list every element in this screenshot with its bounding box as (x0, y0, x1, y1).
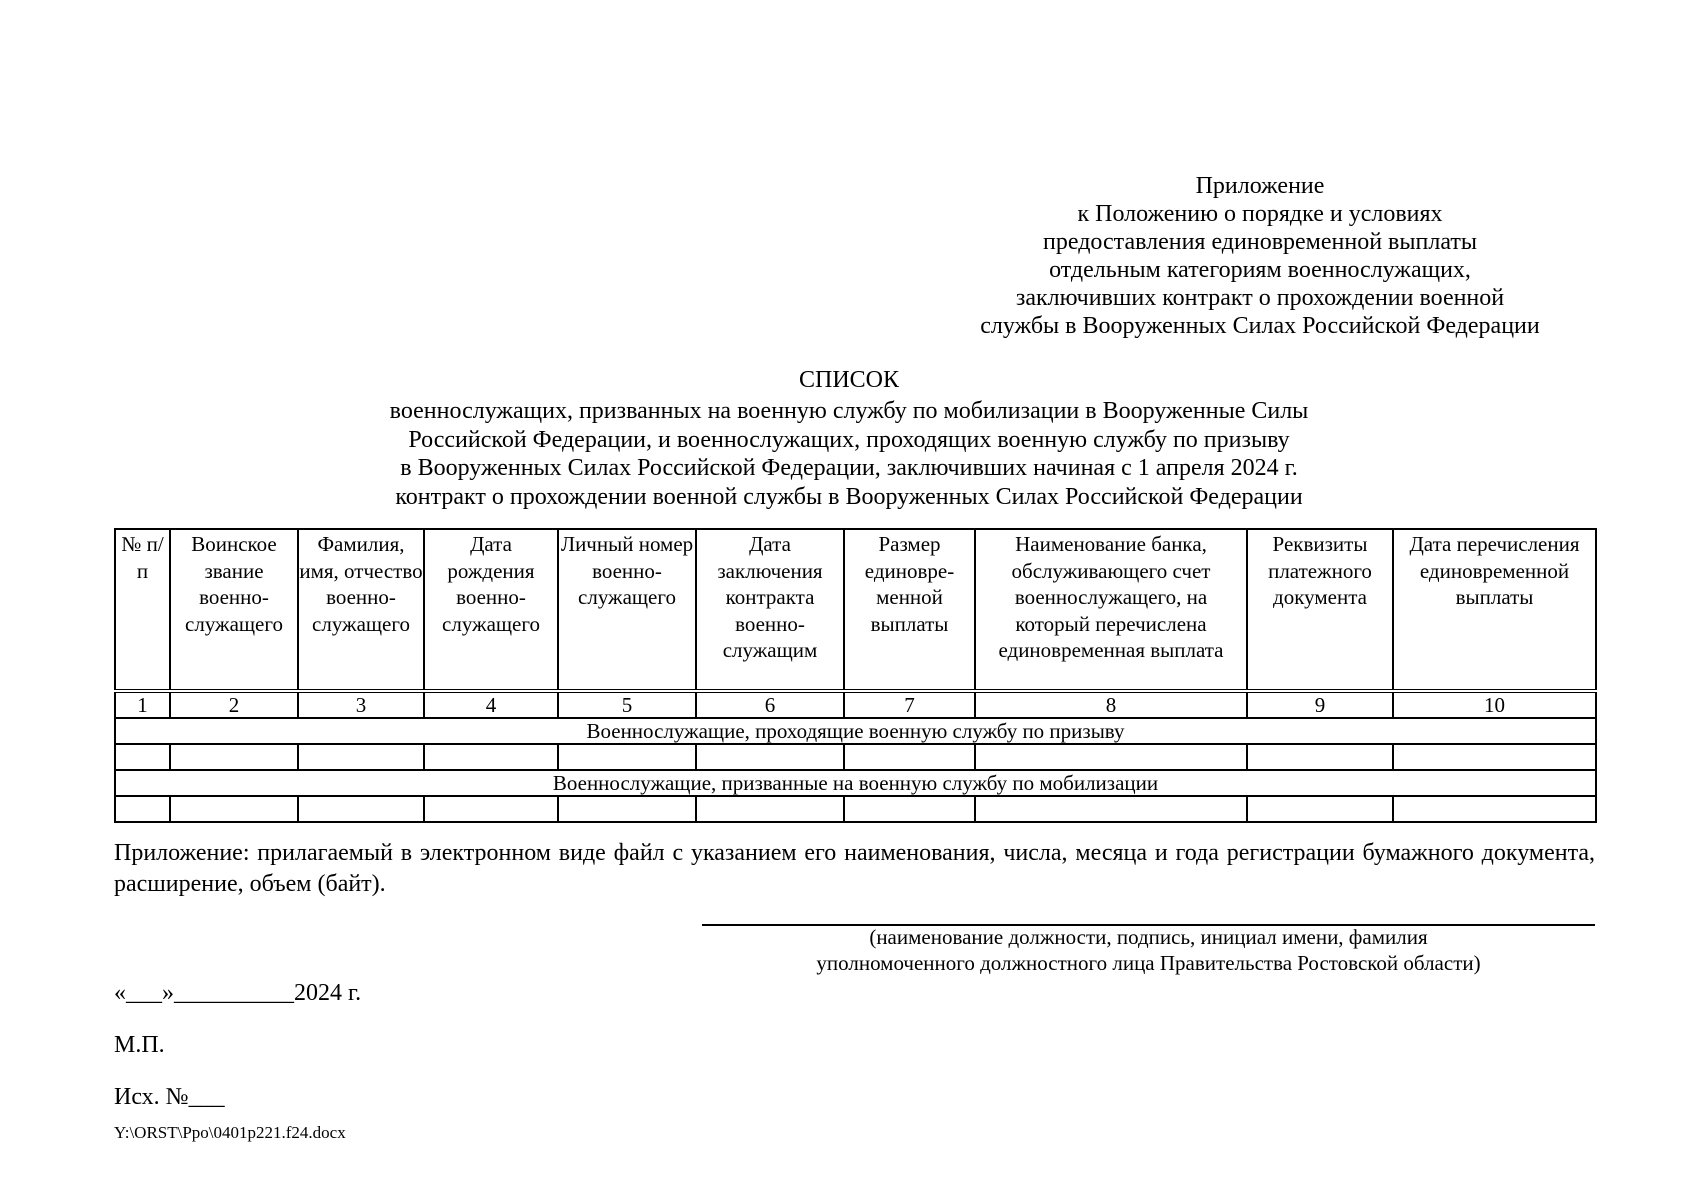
empty-cell[interactable] (844, 796, 975, 822)
empty-cell[interactable] (558, 744, 696, 770)
column-header: Дата рождения военно-служащего (424, 529, 558, 691)
attachment-note: Приложение: прилагаемый в электронном виде файл с указанием его наименования, числа, месяца и года регистрации бумажного документа, расширение, объем (байт). (114, 840, 1595, 897)
column-header: Фамилия, имя, отчество военно-служащего (298, 529, 424, 691)
column-number: 9 (1247, 691, 1393, 718)
empty-cell[interactable] (115, 744, 170, 770)
appendix-header-line: службы в Вооруженных Силах Российской Федерации (980, 313, 1540, 339)
signature-caption-line: уполномоченного должностного лица Правительства Ростовской области) (816, 951, 1481, 975)
column-number: 3 (298, 691, 424, 718)
date-line: «___»__________2024 г. (114, 980, 362, 1006)
section-row-conscripts (115, 718, 1596, 744)
empty-cell[interactable] (975, 744, 1247, 770)
stamp-placeholder: М.П. (114, 1032, 165, 1058)
subtitle-line: контракт о прохождении военной службы в Вооруженных Силах Российской Федерации (395, 483, 1303, 510)
section-heading: Военнослужащие, призванные на военную службу по мобилизации (115, 770, 1596, 796)
column-header: № п/п (115, 529, 170, 691)
column-header: Личный номер военно-служащего (558, 529, 696, 691)
empty-cell[interactable] (298, 744, 424, 770)
appendix-header-line: предоставления единовременной выплаты (1043, 229, 1477, 255)
empty-cell[interactable] (424, 796, 558, 822)
column-header: Наименование банка, обслуживающего счет военнослужащего, на который перечислена единовременная выплата (975, 529, 1247, 691)
empty-cell[interactable] (170, 796, 298, 822)
outgoing-number: Исх. №___ (114, 1084, 225, 1110)
column-number: 8 (975, 691, 1247, 718)
empty-cell[interactable] (1393, 744, 1596, 770)
section-row-mobilized (115, 770, 1596, 796)
empty-cell[interactable] (1247, 744, 1393, 770)
document-title: СПИСОК (798, 367, 900, 393)
empty-cell[interactable] (115, 796, 170, 822)
column-number: 6 (696, 691, 844, 718)
empty-cell[interactable] (844, 744, 975, 770)
subtitle-line: в Вооруженных Силах Российской Федерации, заключивших начиная с 1 апреля 2024 г. (400, 455, 1298, 481)
table-row (115, 796, 1596, 822)
empty-cell[interactable] (298, 796, 424, 822)
empty-cell[interactable] (558, 796, 696, 822)
column-number: 4 (424, 691, 558, 718)
empty-cell[interactable] (696, 744, 844, 770)
column-number: 2 (170, 691, 298, 718)
column-header: Размер единовре-менной выплаты (844, 529, 975, 691)
subtitle-line: военнослужащих, призванных на военную службу по мобилизации в Вооруженные Силы (389, 398, 1309, 424)
empty-cell[interactable] (424, 744, 558, 770)
empty-cell[interactable] (1393, 796, 1596, 822)
column-header: Дата перечисления единовременной выплаты (1393, 529, 1596, 691)
column-number: 1 (115, 691, 170, 718)
document-subtitle (0, 397, 1698, 511)
appendix-header-line: заключивших контракт о прохождении военной (1015, 285, 1505, 311)
column-number: 5 (558, 691, 696, 718)
column-header: Дата заключения контракта военно-служащим (696, 529, 844, 691)
appendix-header-line: отдельным категориям военнослужащих, (1049, 257, 1471, 283)
column-number-row (115, 691, 1596, 718)
empty-cell[interactable] (696, 796, 844, 822)
file-path: Y:\ORST\Ppo\0401p221.f24.docx (114, 1123, 346, 1142)
signature-caption-line: (наименование должности, подпись, инициал имени, фамилия (869, 925, 1428, 949)
servicemen-list-table (114, 528, 1597, 823)
table-header-row (115, 529, 1596, 691)
table-row (115, 744, 1596, 770)
section-heading: Военнослужащие, проходящие военную службу по призыву (115, 718, 1596, 744)
column-number: 7 (844, 691, 975, 718)
empty-cell[interactable] (1247, 796, 1393, 822)
empty-cell[interactable] (170, 744, 298, 770)
column-number: 10 (1393, 691, 1596, 718)
appendix-header-line: Приложение (1195, 173, 1325, 199)
column-header: Реквизиты платежного документа (1247, 529, 1393, 691)
signature-caption (702, 924, 1595, 976)
appendix-header-line: к Положению о порядке и условиях (1077, 201, 1443, 227)
appendix-header (920, 172, 1600, 340)
column-header: Воинское звание военно-служащего (170, 529, 298, 691)
empty-cell[interactable] (975, 796, 1247, 822)
subtitle-line: Российской Федерации, и военнослужащих, проходящих военную службу по призыву (408, 426, 1290, 453)
